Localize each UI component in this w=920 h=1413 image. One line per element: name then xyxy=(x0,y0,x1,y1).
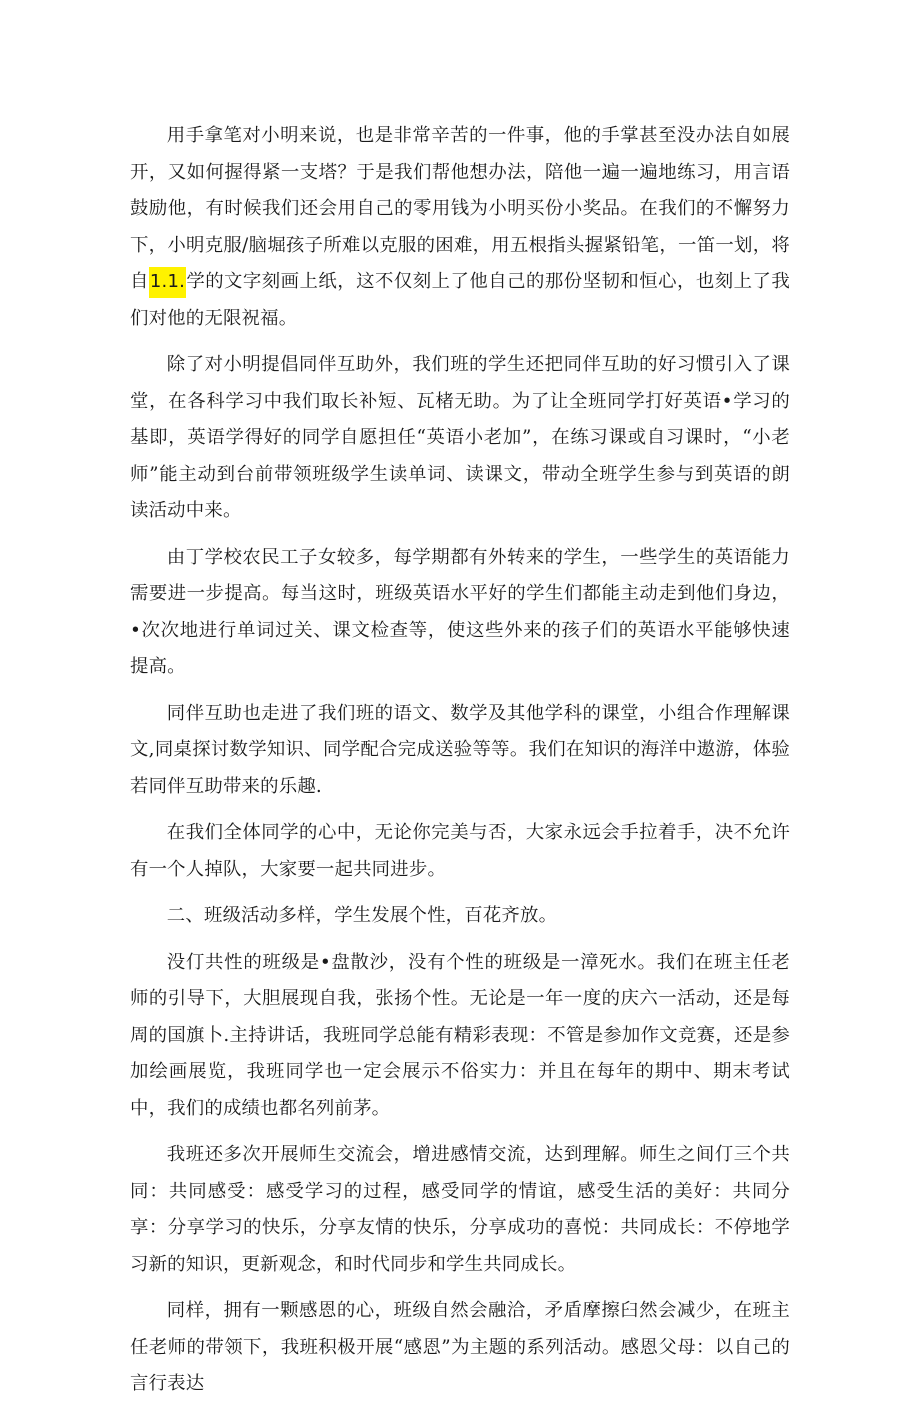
paragraph-2: 除了对小明提倡同伴互助外，我们班的学生还把同伴互助的好习惯引入了课堂，在各科学习中我们取长补短、瓦楮无助。为了让全班同学打好英语•学习的基即，英语学得好的同学自愿担任“英语小老加”，在练习课或自习课时，“小老师”能主动到台前带领班级学生读单词、读课文，带动全班学生参与到英语的朗读活动中来。 xyxy=(130,354,790,521)
paragraph-7: 没仃共性的班级是•盘散沙，没有个性的班级是一漳死水。我们在班主任老师的引导下，大胆展现自我，张扬个性。无论是一年一度的庆六一活动，还是每周的国旗卜.主持讲话，我班同学总能有精彩表现：不管是参加作文竞赛，还是参加绘画展览，我班同学也一定会展示不俗实力：并且在每年的期中、期末考试中，我们的成绩也都名列前茅。 xyxy=(130,951,790,1119)
paragraph-5: 在我们全体同学的心中，无论你完美与否，大家永远会手拉着手，决不允许有一个人掉队，大家要一起共同进步。 xyxy=(130,822,790,880)
paragraph-4: 同伴互助也走进了我们班的语文、数学及其他学科的课堂，小组合作理解课文,同桌探讨数学知识、同学配合完成送验等等。我们在知识的海洋中遨游，体验若同伴互助带来的乐趣. xyxy=(130,702,790,797)
highlighted-text: 1.1. xyxy=(149,267,186,298)
paragraph-3: 由丁学校农民工子女较多，每学期都有外转来的学生，一些学生的英语能力需要进一步提高。每当这时，班级英语水平好的学生们都能主动走到他们身边，•次次地进行单词过关、课文检查等，使这些外来的孩子们的英语水平能够快速提高。 xyxy=(130,546,790,677)
paragraph-1-text-after: 学的文字刻画上纸，这不仅刻上了他自己的那份坚韧和恒心，也刻上了我们对他的无限祝福。 xyxy=(130,271,790,329)
section-heading: 二、班级活动多样，学生发展个性，百花齐放。 xyxy=(166,905,558,926)
paragraph-1-text-before: 用手拿笔对小明来说，也是非常辛苦的一件事，他的手掌甚至没办法自如展开，又如何握得紧一支塔？于是我们帮他想办法，陪他一遍一遍地练习，用言语鼓励他，有时候我们还会用自己的零用钱为小明买份小奖品。在我们的不懈努力下，小明克服/脑堀孩子所难以克服的困难，用五根指头握紧铅笔，一笛一划，将自 xyxy=(130,125,790,292)
paragraph-1 xyxy=(130,118,790,337)
document-body xyxy=(130,118,790,1413)
paragraph-8: 我班还多次开展师生交流会，增进感情交流，达到理解。师生之间仃三个共同：共同感受：感受学习的过程，感受同学的情谊，感受生活的美好：共同分享：分享学习的快乐，分享友情的快乐，分享成功的喜悦：共同成长：不停地学习新的知识，更新观念，和时代同步和学生共同成长。 xyxy=(130,1144,790,1275)
paragraph-9: 同样，拥有一颗感恩的心，班级自然会融洽，矛盾摩擦臼然会减少，在班主任老师的带领下，我班积极开展“感恩”为主题的系列活动。感恩父母：以自己的言行表达 xyxy=(130,1300,790,1394)
